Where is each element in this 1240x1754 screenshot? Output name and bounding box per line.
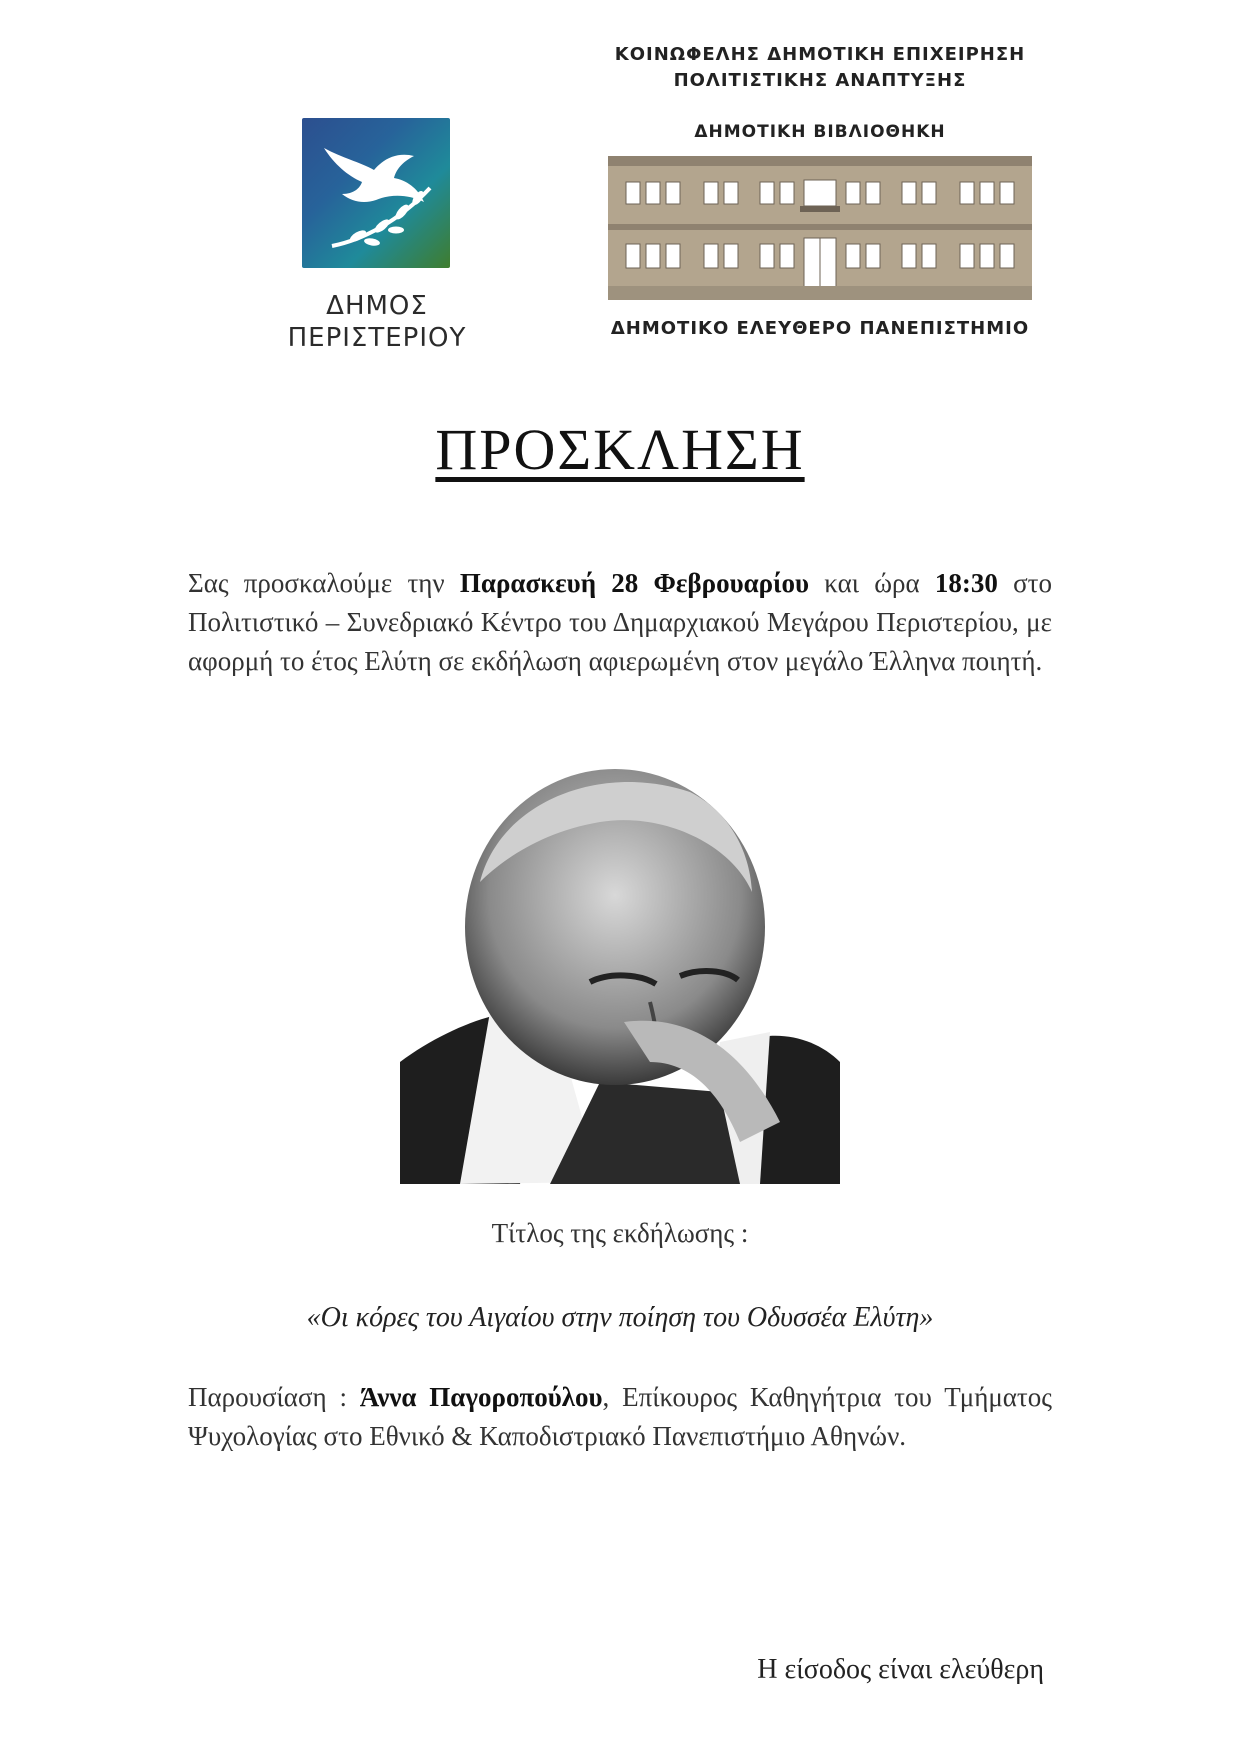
presentation-text-2: , Επίκουρος Καθηγήτρια του Τμήματος Ψυχολογίας στο Εθνικό & Καποδιστριακό Πανεπιστήμιο Αθηνών. (188, 1382, 1052, 1451)
dimos-line1: ΔΗΜΟΣ (326, 291, 428, 321)
dimos-peristeriou-logo (262, 118, 492, 354)
presentation-text-1: Παρουσίαση : (188, 1382, 360, 1412)
intro-text-1: Σας προσκαλούμε την (188, 568, 460, 598)
poet-portrait-photo (400, 762, 840, 1184)
event-date: Παρασκευή 28 Φεβρουαρίου (459, 568, 809, 598)
dove-icon (302, 118, 450, 268)
org-line2: ΠΟΛΙΤΙΣΤΙΚΗΣ ΑΝΑΠΤΥΞΗΣ (673, 70, 967, 91)
intro-text-3: στο Πολιτιστικό – Συνεδριακό Κέντρο του Δημαρχιακού Μεγάρου Περιστερίου, με αφορμή το έτος Ελύτη σε εκδήλωση αφιερωμένη στον μεγάλο Έλληνα ποιητή. (188, 568, 1052, 676)
presentation-paragraph (188, 1378, 1052, 1456)
library-logo (580, 42, 1060, 339)
presenter-name: Άννα Παγοροπούλου (359, 1382, 603, 1412)
university-name: ΔΗΜΟΤΙΚΟ ΕΛΕΥΘΕΡΟ ΠΑΝΕΠΙΣΤΗΜΙΟ (610, 318, 1030, 339)
event-title: «Οι κόρες του Αιγαίου στην ποίηση του Οδυσσέα Ελύτη» (306, 1302, 934, 1333)
dimos-line2: ΠΕΡΙΣΤΕΡΙΟΥ (287, 323, 467, 353)
org-line1: ΚΟΙΝΩΦΕΛΗΣ ΔΗΜΟΤΙΚΗ ΕΠΙΧΕΙΡΗΣΗ (614, 44, 1026, 65)
event-time: 18:30 (934, 568, 998, 598)
library-building-image (608, 156, 1032, 300)
intro-text-2: και ώρα (809, 568, 935, 598)
page-title: ΠΡΟΣΚΛΗΣΗ (435, 417, 805, 482)
intro-paragraph (188, 564, 1052, 681)
event-title-label: Τίτλος της εκδήλωσης : (491, 1218, 749, 1248)
library-name: ΔΗΜΟΤΙΚΗ ΒΙΒΛΙΟΘΗΚΗ (694, 122, 946, 142)
free-entry-note: Η είσοδος είναι ελεύθερη (757, 1654, 1044, 1685)
